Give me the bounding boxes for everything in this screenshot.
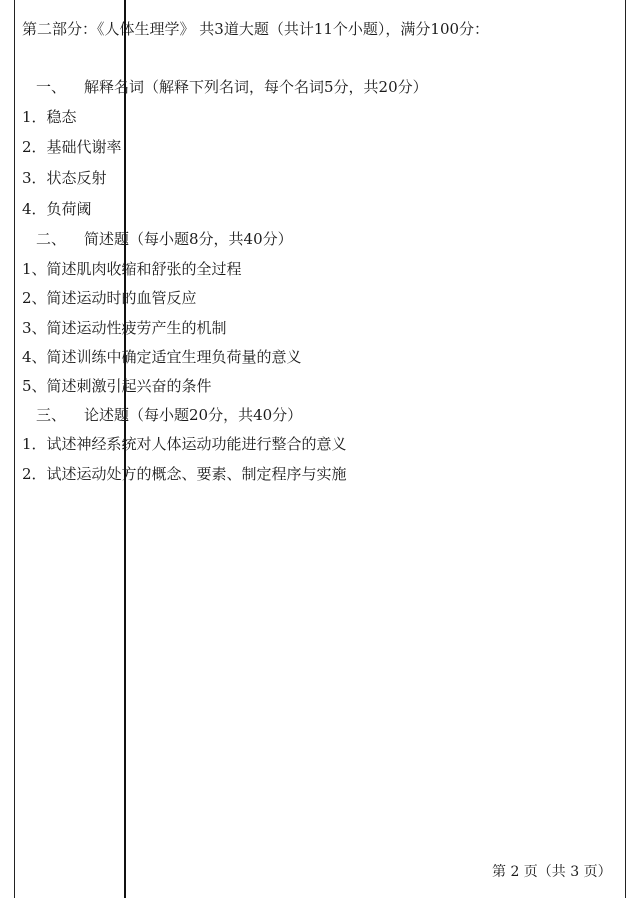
part-header: 第二部分：《人体生理学》 共3道大题（共计11个小题），满分100分： — [22, 20, 490, 38]
section-2-item-2: 2、简述运动时的血管反应 — [22, 289, 197, 307]
section-2-item-1: 1、简述肌肉收缩和舒张的全过程 — [22, 260, 242, 278]
section-2-item-4: 4、简述训练中确定适宜生理负荷量的意义 — [22, 348, 302, 366]
left-border-line — [14, 0, 15, 898]
section-2-title: 简述题（每小题8分，共40分） — [84, 230, 293, 248]
section-1-item-3: 3．状态反射 — [22, 169, 107, 187]
section-1-title: 解释名词（解释下列名词，每个名词5分，共20分） — [84, 78, 428, 96]
section-3-number: 三、 — [36, 406, 67, 424]
section-3-title: 论述题（每小题20分，共40分） — [84, 406, 303, 424]
section-3-item-1: 1．试述神经系统对人体运动功能进行整合的意义 — [22, 435, 347, 453]
section-1-number: 一、 — [36, 78, 67, 96]
section-1-heading — [22, 78, 428, 96]
page-number-footer: 第 2 页（共 3 页） — [492, 864, 612, 880]
section-1-item-1: 1．稳态 — [22, 108, 77, 126]
section-2-item-3: 3、简述运动性疲劳产生的机制 — [22, 319, 227, 337]
section-1-item-4: 4．负荷阈 — [22, 200, 92, 218]
section-2-number: 二、 — [36, 230, 67, 248]
right-border-line — [625, 0, 626, 898]
section-2-heading — [22, 230, 293, 248]
section-3-item-2: 2．试述运动处方的概念、要素、制定程序与实施 — [22, 465, 347, 483]
section-2-item-5: 5、简述刺激引起兴奋的条件 — [22, 377, 212, 395]
section-3-heading — [22, 406, 302, 424]
section-1-item-2: 2．基础代谢率 — [22, 138, 122, 156]
